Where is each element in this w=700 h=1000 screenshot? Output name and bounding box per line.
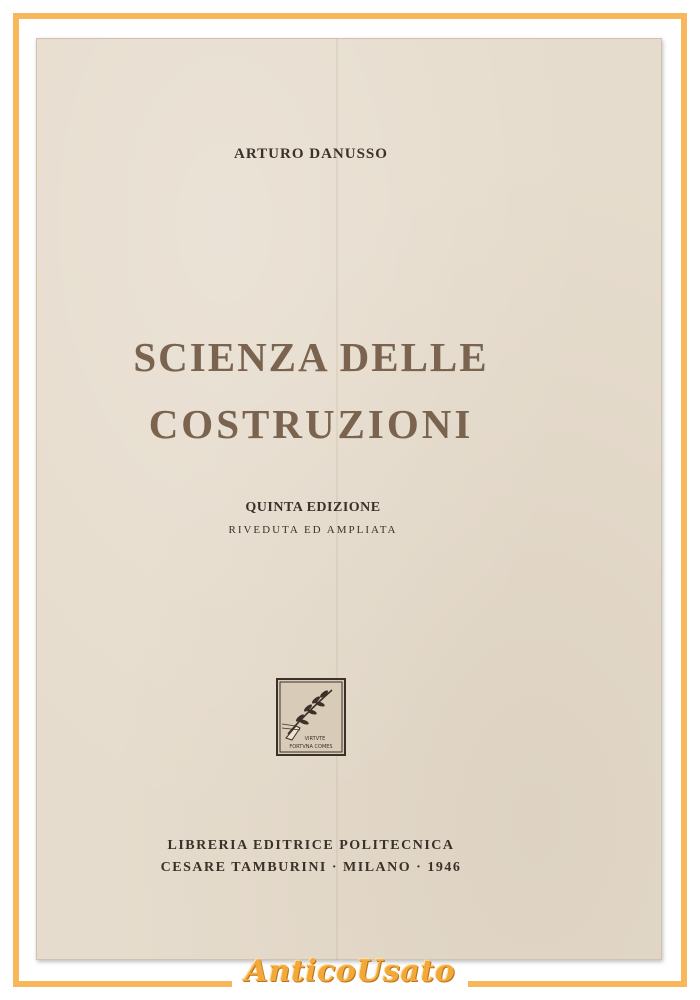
publisher-emblem-icon bbox=[276, 678, 346, 756]
book-cover bbox=[36, 38, 662, 960]
edition-label: QUINTA EDIZIONE bbox=[245, 500, 381, 515]
watermark-logo: AnticoUsato bbox=[244, 954, 456, 989]
cover-crease bbox=[336, 38, 338, 960]
edition-note: RIVEDUTA ED AMPLIATA bbox=[228, 524, 398, 536]
title-line-1: SCIENZA DELLE bbox=[133, 334, 489, 380]
publisher-name: LIBRERIA EDITRICE POLITECNICA bbox=[167, 838, 455, 853]
author-name: ARTURO DANUSSO bbox=[234, 146, 388, 162]
emblem-motto-2: FORTVNA COMES bbox=[289, 744, 333, 750]
title-line-2: COSTRUZIONI bbox=[148, 401, 474, 447]
publisher-imprint: CESARE TAMBURINI · MILANO · 1946 bbox=[160, 860, 462, 875]
emblem-motto-1: VIRTVTE bbox=[304, 736, 326, 742]
